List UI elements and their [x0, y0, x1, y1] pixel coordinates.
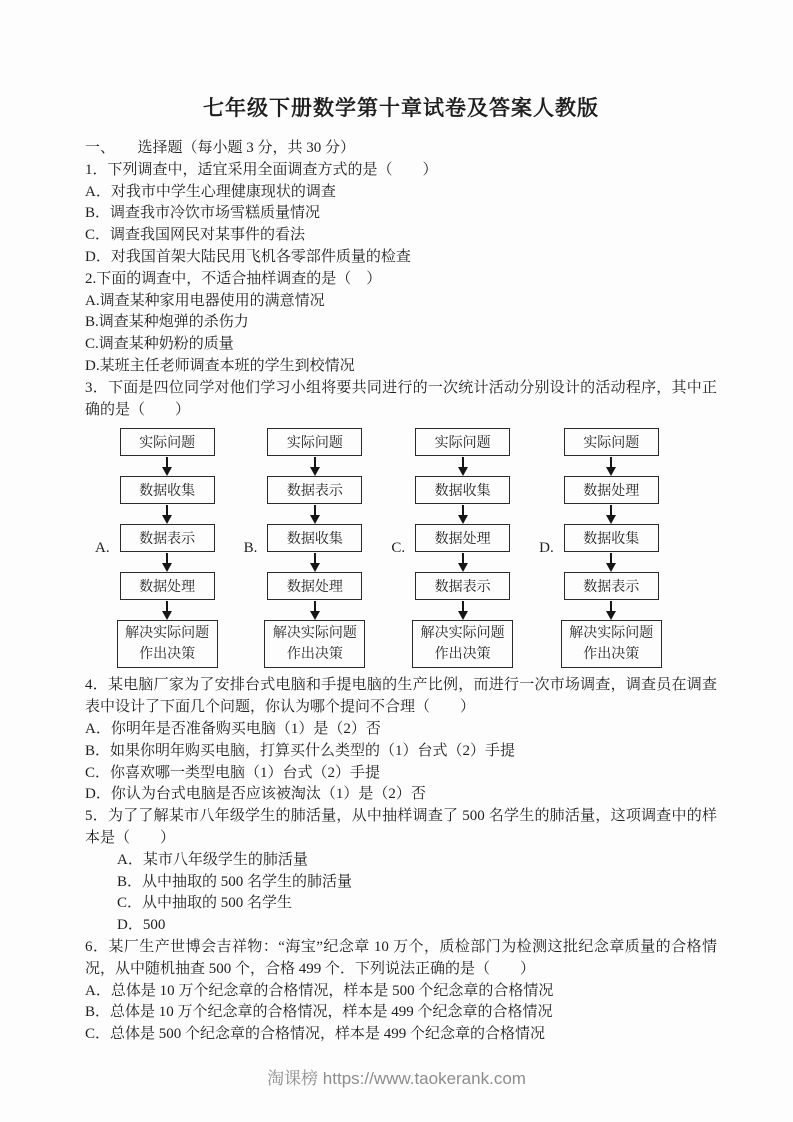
question-5-option-a: A．某市八年级学生的肺活量: [117, 851, 308, 868]
question-5-option-c: C．从中抽取的 500 名学生: [117, 895, 293, 912]
down-arrow-icon: [458, 600, 468, 620]
flowchart-step: 数据表示: [120, 524, 215, 552]
question-2-option-a: A.调查某种家用电器使用的满意情况: [85, 292, 325, 309]
question-3-stem: 3．下面是四位同学对他们学习小组将要共同进行的一次统计活动分别设计的活动程序，其中正确的是（ ）: [85, 379, 717, 418]
question-1-stem: 1．下列调查中，适宜采用全面调查方式的是（ ）: [85, 161, 438, 178]
down-arrow-icon: [606, 552, 616, 572]
footer-url-link[interactable]: https://www.taokerank.com: [322, 1069, 526, 1088]
question-4-stem: 4．某电脑厂家为了安排台式电脑和手提电脑的生产比例，而进行一次市场调查，调查员在调查表中设计了下面几个问题，你认为哪个提问不合理（ ）: [85, 677, 717, 716]
flowchart-final-step: [561, 620, 662, 668]
down-arrow-icon: [162, 600, 172, 620]
flowchart-step: 数据处理: [267, 572, 362, 600]
question-1-option-d: D．对我国首架大陆民用飞机各零部件质量的检查: [85, 248, 411, 265]
page-title: 七年级下册数学第十章试卷及答案人教版: [203, 96, 599, 120]
flowchart-step: 数据处理: [120, 572, 215, 600]
question-1-option-a: A．对我市中学生心理健康现状的调查: [85, 183, 336, 200]
down-arrow-icon: [458, 504, 468, 524]
question-4-option-c: C．你喜欢哪一类型电脑（1）台式（2）手提: [85, 764, 381, 781]
flowchart-column-d: [561, 428, 662, 668]
flowchart-final-line1: 解决实际问题: [420, 626, 505, 642]
flowchart-final-line2: 作出决策: [139, 647, 196, 663]
down-arrow-icon: [606, 456, 616, 476]
flowchart-step: 数据表示: [415, 572, 510, 600]
flowchart-final-line2: 作出决策: [286, 647, 343, 663]
flowchart-option-a: [95, 428, 218, 668]
down-arrow-icon: [162, 504, 172, 524]
flowchart-step: 数据收集: [120, 476, 215, 504]
question-6-option-c: C．总体是 500 个纪念章的合格情况，样本是 499 个纪念章的合格情况: [85, 1026, 546, 1043]
flowchart-option-b: [244, 428, 366, 668]
flowchart-option-d: [539, 428, 662, 668]
flowchart-step: 实际问题: [120, 428, 215, 456]
flowchart-row: [95, 428, 717, 668]
flowchart-option-c: [391, 428, 513, 668]
flowchart-step: 数据处理: [415, 524, 510, 552]
flowchart-label-d: D.: [539, 539, 554, 556]
question-4-option-b: B．如果你明年购买电脑，打算买什么类型的（1）台式（2）手提: [85, 742, 516, 759]
flowchart-step: 实际问题: [267, 428, 362, 456]
question-2-option-b: B.调查某种炮弹的杀伤力: [85, 314, 249, 331]
question-1-option-b: B．调查我市冷饮市场雪糕质量情况: [85, 205, 321, 222]
down-arrow-icon: [310, 456, 320, 476]
flowchart-column-c: [412, 428, 513, 668]
page-footer: [0, 1064, 793, 1089]
down-arrow-icon: [310, 504, 320, 524]
down-arrow-icon: [310, 552, 320, 572]
flowchart-label-c: C.: [391, 539, 406, 556]
flowchart-label-b: B.: [243, 539, 258, 556]
flowchart-final-line2: 作出决策: [434, 647, 491, 663]
question-2-stem: 2.下面的调查中，不适合抽样调查的是（ ）: [85, 270, 382, 287]
down-arrow-icon: [606, 504, 616, 524]
flowchart-final-line1: 解决实际问题: [272, 626, 357, 642]
question-6-option-a: A．总体是 10 万个纪念章的合格情况，样本是 500 个纪念章的合格情况: [85, 982, 554, 999]
question-1-option-c: C．调查我国网民对某事件的看法: [85, 227, 306, 244]
flowchart-step: 实际问题: [564, 428, 659, 456]
flowchart-label-a: A.: [95, 539, 110, 556]
flowchart-final-line2: 作出决策: [583, 647, 640, 663]
flowchart-step: 数据收集: [564, 524, 659, 552]
flowchart-step: 数据处理: [564, 476, 659, 504]
down-arrow-icon: [310, 600, 320, 620]
flowchart-final-step: [117, 620, 218, 668]
question-2-option-d: D.某班主任老师调查本班的学生到校情况: [85, 357, 355, 374]
question-4-option-a: A．你明年是否准备购买电脑（1）是（2）否: [85, 720, 381, 737]
flowchart-column-b: [264, 428, 365, 668]
flowchart-final-step: [264, 620, 365, 668]
question-5-option-b: B．从中抽取的 500 名学生的肺活量: [117, 873, 353, 890]
flowchart-step: 实际问题: [415, 428, 510, 456]
down-arrow-icon: [458, 552, 468, 572]
question-6-option-b: B．总体是 10 万个纪念章的合格情况，样本是 499 个纪念章的合格情况: [85, 1004, 553, 1021]
question-5-stem: 5．为了了解某市八年级学生的肺活量，从中抽样调查了 500 名学生的肺活量，这项调查中的样本是（ ）: [85, 808, 717, 846]
footer-site-name: 淘课榜: [267, 1069, 319, 1088]
flowchart-step: 数据表示: [564, 572, 659, 600]
down-arrow-icon: [458, 456, 468, 476]
down-arrow-icon: [162, 552, 172, 572]
flowchart-final-step: [412, 620, 513, 668]
flowchart-step: 数据收集: [415, 476, 510, 504]
section-header: 一、 选择题（每小题 3 分，共 30 分）: [85, 140, 356, 156]
question-2-option-c: C.调查某种奶粉的质量: [85, 336, 234, 353]
flowchart-step: 数据收集: [267, 524, 362, 552]
flowchart-final-line1: 解决实际问题: [569, 626, 654, 642]
flowchart-step: 数据表示: [267, 476, 362, 504]
down-arrow-icon: [162, 456, 172, 476]
question-6-stem: 6．某厂生产世博会吉祥物：“海宝”纪念章 10 万个，质检部门为检测这批纪念章质量的合格情况，从中随机抽查 500 个，合格 499 个．下列说法正确的是（ ）: [85, 938, 717, 977]
flowchart-final-line1: 解决实际问题: [125, 626, 210, 642]
down-arrow-icon: [606, 600, 616, 620]
question-5-option-d: D．500: [117, 917, 166, 934]
document-content: [85, 92, 717, 1046]
question-4-option-d: D．你认为台式电脑是否应该被淘汰（1）是（2）否: [85, 786, 426, 803]
flowchart-column-a: [117, 428, 218, 668]
